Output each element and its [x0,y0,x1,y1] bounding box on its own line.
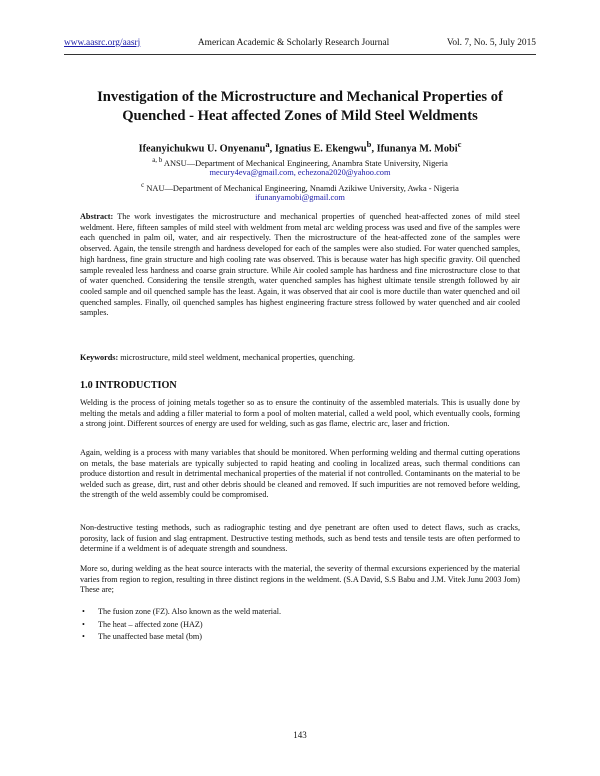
title-line-2: Quenched - Heat affected Zones of Mild Steel Weldments [122,108,478,124]
author-2: Ignatius E. Ekengwu [274,143,367,155]
page-number: 143 [293,730,307,740]
abstract-text: The work investigates the microstructure and mechanical properties of quenched heat-affected zones of mild steel weldment. Here, fifteen samples of mild steel with weldment from metal arc welding process was used and five of the samples were each quenched in palm oil, water, and air respectively. Then the microstructure of the heat-affected zone of the samples were observed. Again, the tensile strength and hardness developed for each of the samples were also studied. For water quenched samples, high hardness, fine grain structure and high cooling rate was observed. This is because water has high specific gravity. Oil quenched sample revealed less hardness and coarse grain structure. While Air cooled sample has hardness and fine microstructure close to that of water quenched. Considering the tensile strength, water quenched samples has highest ultimate tensile strength followed by air cooled sample and oil quenched sample has the least. Again, it was observed that air cool is more ductile than water quenched and oil quenched samples. Finally, oil quenched samples has highest engineering fracture stress followed by water quenched and air cooled samples. [80,212,520,318]
title-line-1: Investigation of the Microstructure and Mechanical Properties of [97,89,503,105]
paragraph-2: Again, welding is a process with many variables that should be monitored. When performing welding and thermal cutting operations on metals, the base materials are typically subjected to rapid heating and cooling in localized areas, such thermal conditions can produce distortion and result in detrimental mechanical properties of the material if not controlled. Contaminants on the material to be welded such as grease, dirt, rust and other debris should be cleaned and removed. If such impurities are not removed before welding, the strength of the weld assembly could be compromised. [80,448,520,500]
journal-name: American Academic & Scholarly Research Journal [197,38,390,48]
abstract [80,212,520,319]
author-1: Ifeanyichukwu U. Onyenanu [138,143,266,155]
email-link-2[interactable]: echezona2020@yahoo.com [297,168,391,177]
affiliation-c-sup: c [141,181,145,189]
email-link-3[interactable]: ifunanyamobi@gmail.com [255,193,345,202]
section-heading: 1.0 INTRODUCTION [80,380,177,391]
keywords-text: microstructure, mild steel weldment, mechanical properties, quenching. [120,353,355,362]
author-2-sup: b [366,139,372,149]
affiliation-ab-text: ANSU—Department of Mechanical Engineering, Anambra State University, Nigeria [163,158,448,168]
keywords [80,353,520,362]
bullet-list [80,606,520,644]
affiliation-ab-sup: a, b [152,156,163,164]
running-header [64,38,536,48]
list-item: • The heat – affected zone (HAZ) [80,619,520,632]
header-rule [64,54,536,55]
paragraph-3: Non-destructive testing methods, such as radiographic testing and dye penetrant are often used to detect flaws, such as cracks, porosity, lack of fusion and slag entrapment. Destructive testing methods, such as bend tests and tensile tests are often performed to determine if a weldment is of adequate strength and soundness. [80,523,520,554]
author-1-sup: a [265,139,270,149]
author-3-sup: c [457,139,462,149]
affiliation-ab-emails: mecury4eva@gmail.com, echezona2020@yahoo.com [209,168,391,177]
email-link-1[interactable]: mecury4eva@gmail.com [209,168,294,177]
list-item: • The fusion zone (FZ). Also known as the weld material. [80,606,520,619]
keywords-label: Keywords: [80,353,119,362]
abstract-label: Abstract: [80,212,114,221]
affiliation-c-text: NAU—Department of Mechanical Engineering, Nnamdi Azikiwe University, Awka - Nigeria [146,183,459,193]
journal-url-link[interactable]: www.aasrc.org/aasrj [64,38,141,48]
author-list: Ifeanyichukwu U. Onyenanu$^a$, Ignatius E. Ekengwu$^b$, Ifunanya M. Mobi$^c$ [138,139,462,155]
volume-issue: Vol. 7, No. 5, July 2015 [446,38,536,48]
list-item: • The unaffected base metal (bm) [80,631,520,644]
affiliation-c-email [64,192,536,203]
author-3: Ifunanya M. Mobi [376,143,458,155]
paragraph-4: More so, during welding as the heat source interacts with the material, the severity of thermal excursions experienced by the material varies from region to region, resulting in three distinct regions in the weldment. (S.A David, S.S Babu and J.M. Vitek Junu 2003 Jom) These are; [80,564,520,595]
paper-title [70,88,530,126]
paragraph-1: Welding is the process of joining metals together so as to ensure the continuity of the assembled materials. This is usually done by melting the metals and adding a filler material to form a pool of molten material, called a weld pool, which eventually cools, forming a strong joint. Different sources of energy are used for welding, such as gas flame, electric arc, laser and friction. [80,398,520,429]
